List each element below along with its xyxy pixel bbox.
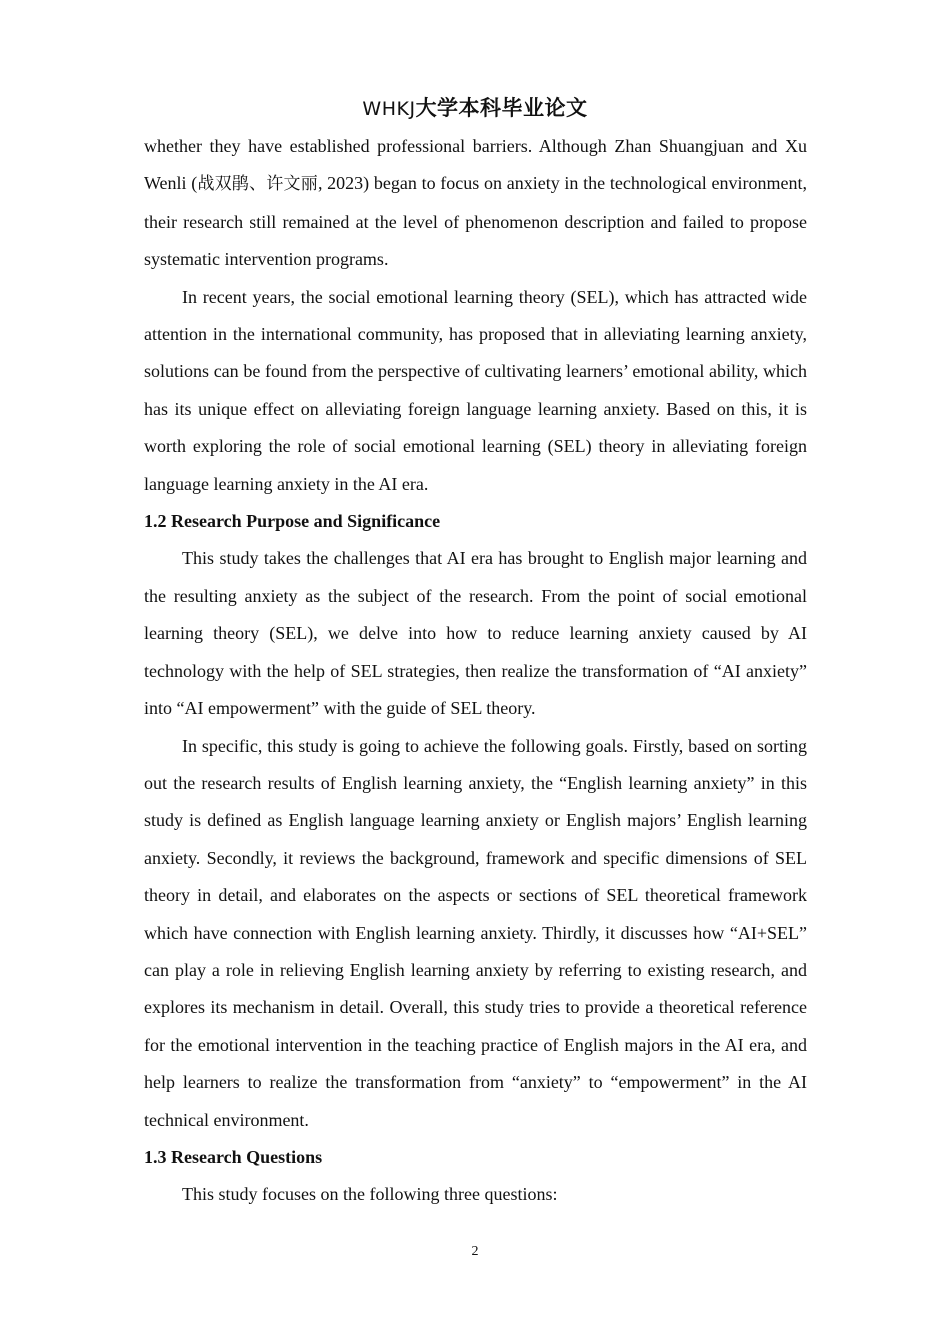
paragraph: This study takes the challenges that AI era has brought to English major learning and the resulting anxiety as the subject of the research. From the point of social emotional learning theory (SEL), we delve into how to reduce learning anxiety caused by AI technology with the help of SEL strategies, then realize the transformation of “AI anxiety” into “AI empowerment” with the guide of SEL theory. xyxy=(144,548,807,719)
section-heading-1-3: 1.3 Research Questions xyxy=(144,1146,323,1167)
page-number: 2 xyxy=(471,1244,479,1259)
header-latin: WHKJ xyxy=(362,98,416,120)
page-header xyxy=(0,92,950,122)
paragraph: In specific, this study is going to achieve the following goals. Firstly, based on sorting out the research results of English learning anxiety, the “English learning anxiety” in this study is defined as English language learning anxiety or English majors’ English learning anxiety. Secondly, it reviews the background, framework and specific dimensions of SEL theory in detail, and elaborates on the aspects or sections of SEL theoretical framework which have connection with English learning anxiety. Thirdly, it discusses how “AI+SEL” can play a role in relieving English learning anxiety by referring to existing research, and explores its mechanism in detail. Overall, this study tries to provide a theoretical reference for the emotional intervention in the teaching practice of English majors in the AI era, and help learners to realize the transformation from “anxiety” to “empowerment” in the AI technical environment. xyxy=(144,735,807,1130)
section-heading-1-2: 1.2 Research Purpose and Significance xyxy=(144,511,441,532)
paragraph: This study focuses on the following three questions: xyxy=(182,1184,558,1205)
paragraph: In recent years, the social emotional learning theory (SEL), which has attracted wide attention in the international community, has proposed that in alleviating learning anxiety, solutions can be found from the perspective of cultivating learners’ emotional ability, which has its unique effect on alleviating foreign language learning anxiety. Based on this, it is worth exploring the role of social emotional learning (SEL) theory in alleviating foreign language learning anxiety in the AI era. xyxy=(144,286,807,494)
header-title: 大学本科毕业论文 xyxy=(415,96,588,120)
paragraph-text: whether they have established professional barriers. Although Zhan Shuangjuan and Xu Wenli ( xyxy=(144,136,807,194)
paragraph-text: , 2023) began to focus on anxiety in the technological environment, their research still remained at the level of phenomenon description and failed to propose systematic intervention programs. xyxy=(144,173,807,270)
paragraph-continuation xyxy=(144,128,807,279)
document-body xyxy=(144,128,807,1214)
chinese-author-names: 战双鹃、许文丽 xyxy=(197,174,318,195)
